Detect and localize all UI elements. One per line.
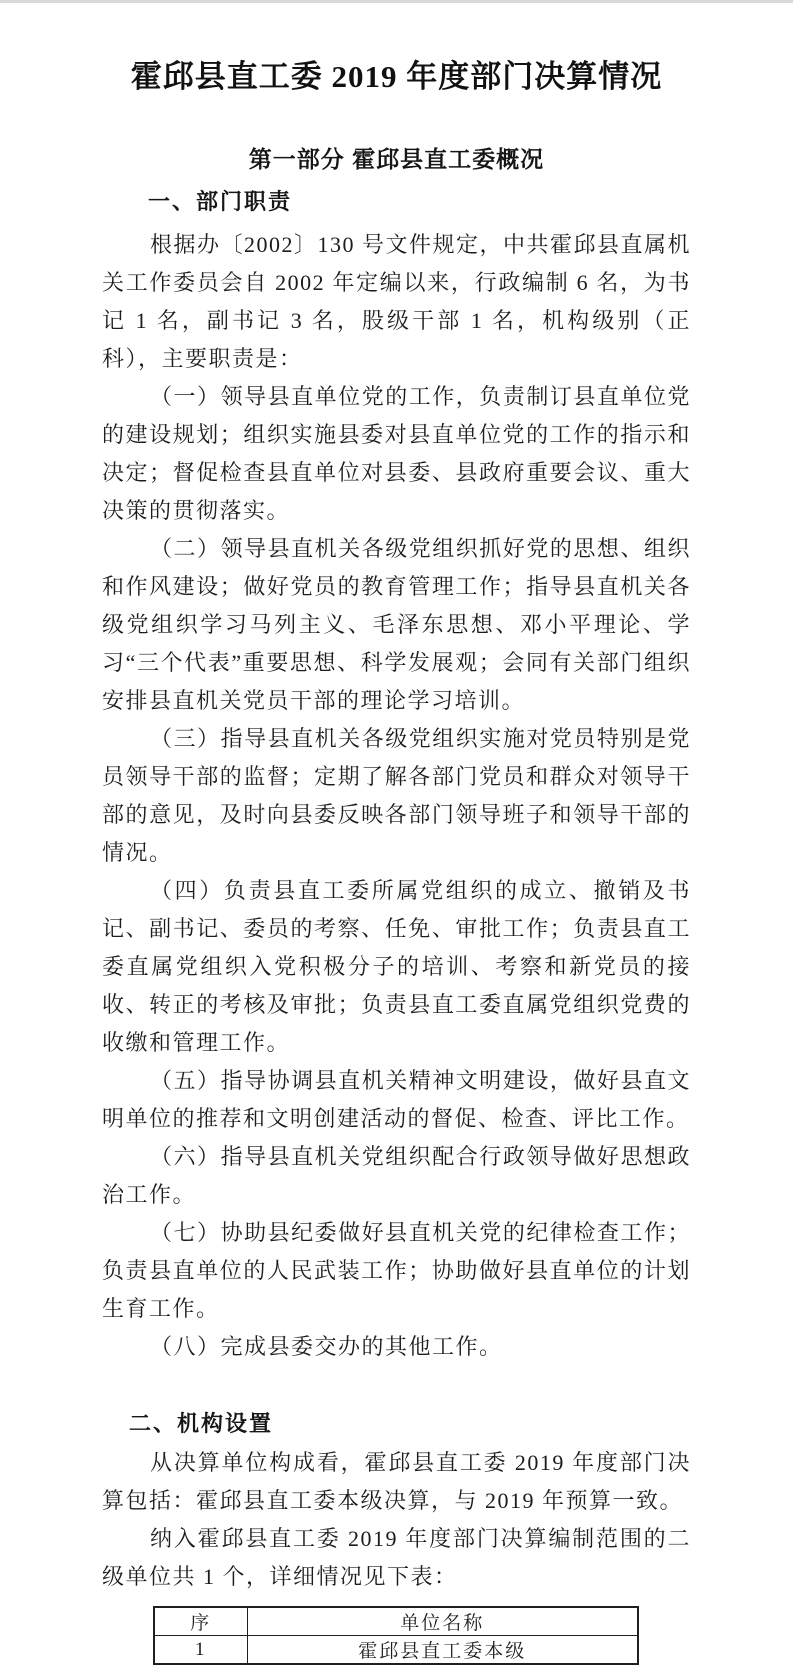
paragraph-duty-2: （二）领导县直机关各级党组织抓好党的思想、组织和作风建设；做好党员的教育管理工作；指导县直机关各级党组织学习马列主义、毛泽东思想、邓小平理论、学习“三个代表”重要思想、科学发展观；会同有关部门组织安排县直机关党员干部的理论学习培训。 [102,536,691,713]
paragraph-duty-3: （三）指导县直机关各级党组织实施对党员特别是党员领导干部的监督；定期了解各部门党员和群众对领导干部的意见，及时向县委反映各部门领导班子和领导干部的情况。 [102,726,691,865]
units-table-header-name: 单位名称 [247,1607,638,1636]
paragraph-duty-7: （七）协助县纪委做好县直机关党的纪律检查工作；负责县直单位的人民武装工作；协助做好县直单位的计划生育工作。 [102,1220,691,1321]
units-table-header-seq: 序 [154,1607,247,1636]
section2-body [102,1444,691,1596]
paragraph-duty-6: （六）指导县直机关党组织配合行政领导做好思想政治工作。 [102,1144,691,1207]
paragraph-duty-4: （四）负责县直工委所属党组织的成立、撤销及书记、副书记、委员的考察、任免、审批工作；负责县直工委直属党组织入党积极分子的培训、考察和新党员的接收、转正的考核及审批；负责县直工委直属党组织党费的收缴和管理工作。 [102,878,691,1055]
section2-heading: 二、机构设置 [129,1411,274,1436]
section1-heading: 一、部门职责 [148,189,293,214]
unit-name-cell: 霍邱县直工委本级 [247,1636,638,1665]
paragraph-duty-5: （五）指导协调县直机关精神文明建设，做好县直文明单位的推荐和文明创建活动的督促、检查、评比工作。 [102,1068,691,1131]
paragraph-intro: 根据办〔2002〕130 号文件规定，中共霍邱县直属机关工作委员会自 2002 年定编以来，行政编制 6 名，为书记 1 名，副书记 3 名，股级干部 1 名，机构级别（正科），主要职责是： [102,232,692,371]
section1-body [102,226,691,1366]
paragraph-duty-1: （一）领导县直单位党的工作，负责制订县直单位党的建设规划；组织实施县委对县直单位党的工作的指示和决定；督促检查县直单位对县委、县政府重要会议、重大决策的贯彻落实。 [102,384,691,523]
unit-seq-cell: 1 [154,1636,247,1665]
document-page [0,3,793,1665]
paragraph-duty-8: （八）完成县委交办的其他工作。 [150,1334,503,1359]
part1-heading: 第一部分 霍邱县直工委概况 [248,146,545,172]
paragraph-org-1: 从决算单位构成看，霍邱县直工委 2019 年度部门决算包括：霍邱县直工委本级决算，与 2019 年预算一致。 [102,1450,691,1513]
units-table-row [154,1636,638,1665]
units-table [153,1606,639,1665]
document-title: 霍邱县直工委 2019 年度部门决算情况 [130,59,663,94]
units-table-header-row [154,1607,638,1636]
paragraph-org-2: 纳入霍邱县直工委 2019 年度部门决算编制范围的二级单位共 1 个，详细情况见下表： [102,1526,691,1589]
